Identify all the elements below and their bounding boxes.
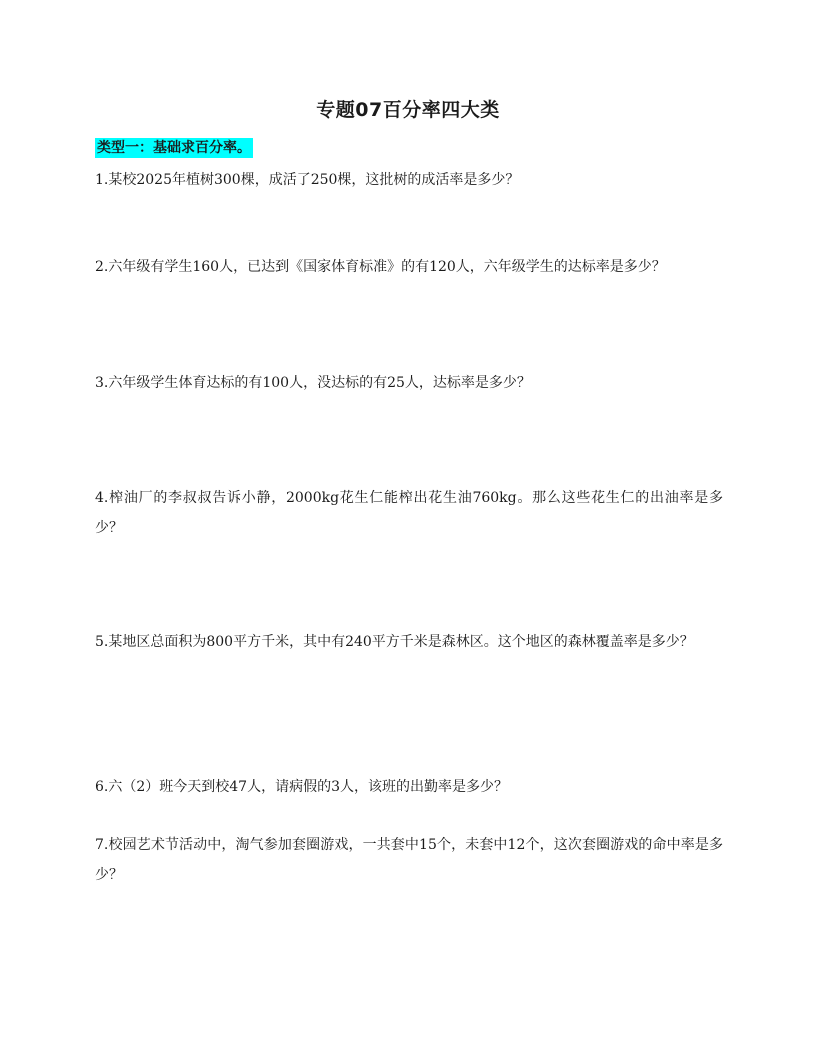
question-4: 4.榨油厂的李叔叔告诉小静，2000kg花生仁能榨出花生油760kg。那么这些花生仁的出油率是多少？ (95, 490, 723, 536)
page-title: 专题07百分率四大类 (316, 99, 500, 121)
question-6: 6.六（2）班今天到校47人，请病假的3人，该班的出勤率是多少？ (95, 779, 508, 795)
question-2: 2.六年级有学生160人，已达到《国家体育标准》的有120人，六年级学生的达标率是多少？ (95, 259, 666, 275)
question-7: 7.校园艺术节活动中，淘气参加套圈游戏，一共套中15个，未套中12个，这次套圈游戏的命中率是多少？ (95, 837, 723, 883)
question-3: 3.六年级学生体育达标的有100人，没达标的有25人，达标率是多少？ (95, 375, 531, 391)
question-5: 5.某地区总面积为800平方千米，其中有240平方千米是森林区。这个地区的森林覆盖率是多少？ (95, 634, 694, 650)
question-1: 1.某校2025年植树300棵，成活了250棵，这批树的成活率是多少？ (95, 172, 520, 188)
section-heading-type-one: 类型一：基础求百分率。 (97, 140, 251, 156)
